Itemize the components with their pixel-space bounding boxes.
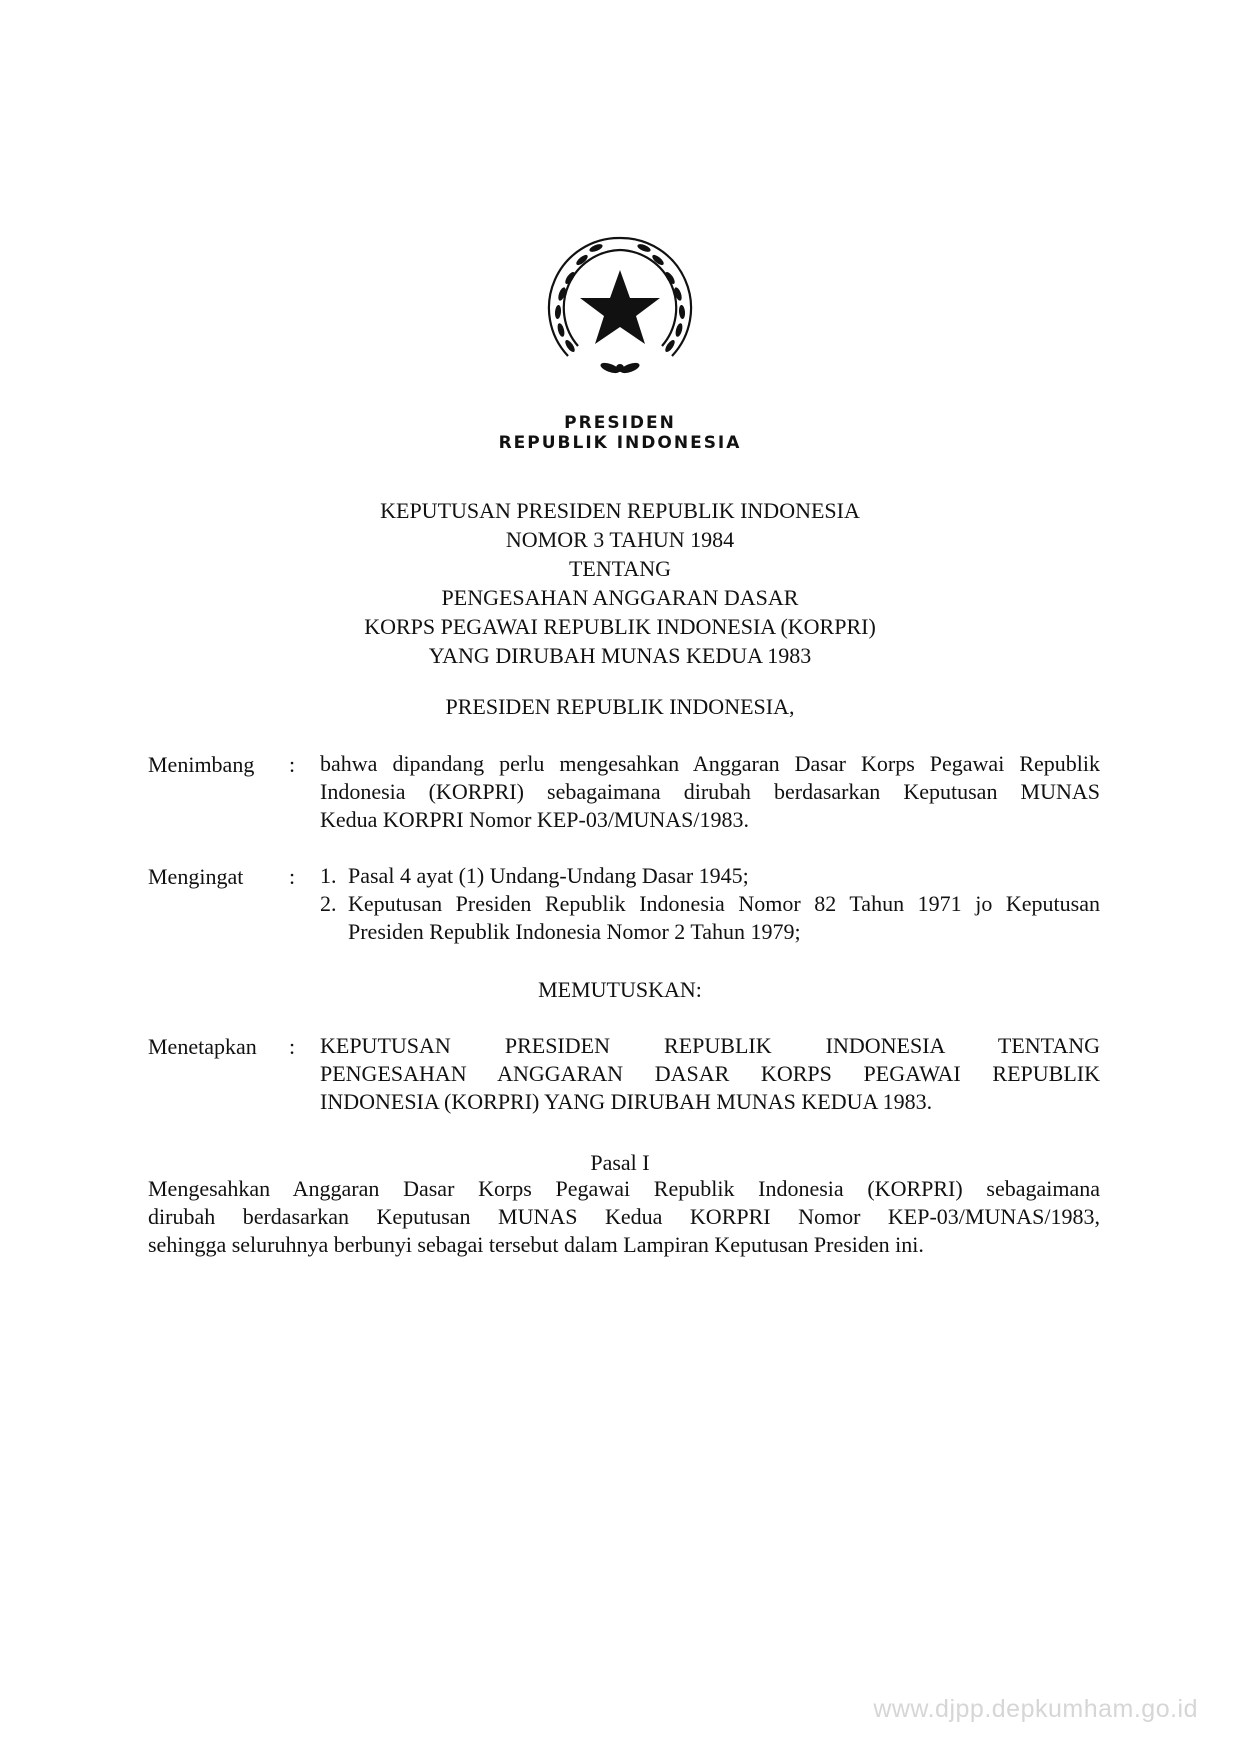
mengingat-line: Keputusan Presiden Republik Indonesia Nomor 82 Tahun 1971 jo Keputusan [348,891,1100,916]
menimbang-label: Menimbang [148,752,255,777]
mengingat-colon: : [289,864,296,889]
mengingat-item-text [348,862,1100,890]
mengingat-label: Mengingat [148,864,244,889]
title-line: NOMOR 3 TAHUN 1984 [505,527,735,552]
office-title-presiden: PRESIDEN [564,413,676,433]
menetapkan-line: PENGESAHAN ANGGARAN DASAR KORPS PEGAWAI REPUBLIK [320,1061,1100,1086]
menimbang-line: Indonesia (KORPRI) sebagaimana dirubah berdasarkan Keputusan MUNAS [320,779,1100,804]
memutuskan-heading: MEMUTUSKAN: [538,977,702,1002]
menimbang-text [320,750,1100,834]
title-line: YANG DIRUBAH MUNAS KEDUA 1983 [428,643,812,668]
menimbang-colon: : [289,752,296,777]
star-wreath-icon [540,228,700,388]
title-line: TENTANG [568,556,672,581]
menetapkan-text [320,1032,1100,1116]
pasal-line: sehingga seluruhnya berbunyi sebagai tersebut dalam Lampiran Keputusan Presiden ini. [148,1232,924,1257]
title-line: KEPUTUSAN PRESIDEN REPUBLIK INDONESIA [380,498,860,523]
office-title-republik: REPUBLIK INDONESIA [498,433,742,453]
menimbang-line: bahwa dipandang perlu mengesahkan Anggaran Dasar Korps Pegawai Republik [320,751,1100,776]
menetapkan-line: INDONESIA (KORPRI) YANG DIRUBAH MUNAS KEDUA 1983. [320,1089,933,1114]
document-title [0,496,1240,670]
pasal-line: dirubah berdasarkan Keputusan MUNAS Kedua KORPRI Nomor KEP-03/MUNAS/1983, [148,1204,1100,1229]
mengingat-item-text [348,890,1100,946]
pasal-body [148,1175,1100,1259]
menetapkan-colon: : [289,1034,296,1059]
pasal-line: Mengesahkan Anggaran Dasar Korps Pegawai Republik Indonesia (KORPRI) sebagaimana [148,1176,1100,1201]
mengingat-item-number: 1. [320,863,337,888]
presiden-heading: PRESIDEN REPUBLIK INDONESIA, [445,694,795,719]
menetapkan-line: KEPUTUSAN PRESIDEN REPUBLIK INDONESIA TENTANG [320,1033,1100,1058]
menimbang-line: Kedua KORPRI Nomor KEP-03/MUNAS/1983. [320,807,749,832]
presidential-emblem [540,228,700,388]
mengingat-line: Presiden Republik Indonesia Nomor 2 Tahun 1979; [348,919,801,944]
title-line: PENGESAHAN ANGGARAN DASAR [441,585,799,610]
pasal-heading: Pasal I [590,1150,650,1175]
mengingat-line: Pasal 4 ayat (1) Undang-Undang Dasar 1945; [348,863,749,888]
title-line: KORPS PEGAWAI REPUBLIK INDONESIA (KORPRI) [364,614,876,639]
menetapkan-label: Menetapkan [148,1034,257,1059]
source-watermark: www.djpp.depkumham.go.id [873,1695,1198,1723]
mengingat-item-number: 2. [320,891,337,916]
